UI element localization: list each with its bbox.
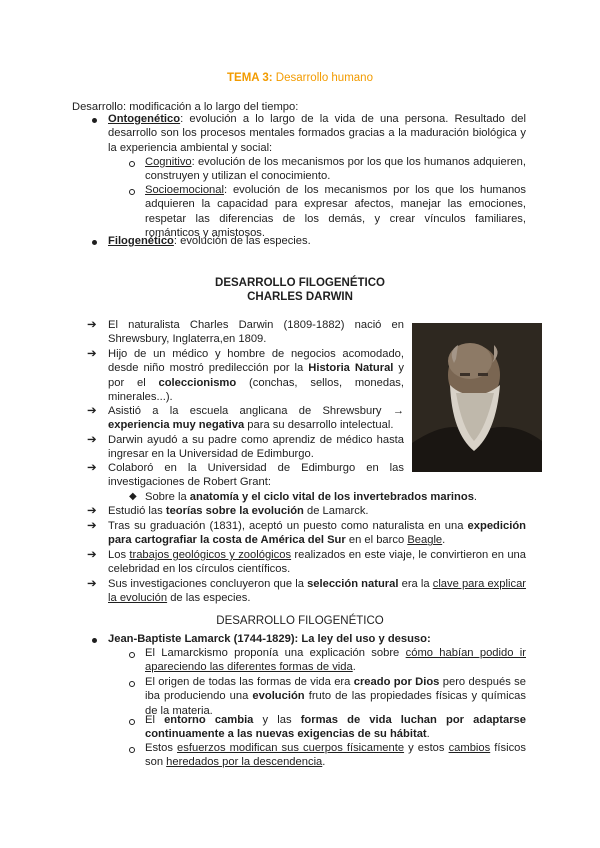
bullet-icon xyxy=(92,240,97,245)
section-heading-2: DESARROLLO FILOGENÉTICO xyxy=(216,615,384,627)
right-arrow-icon: ➔ xyxy=(87,405,97,417)
sub-bullet-icon xyxy=(129,719,135,725)
darwin-item-6: Estudió las teorías sobre la evolución de Lamarck. xyxy=(108,505,369,517)
bullet-icon xyxy=(92,118,97,123)
cognitivo-item: Cognitivo: evolución de los mecanismos por los que los humanos adquieren, construyen y utilizan el conocimiento. xyxy=(145,156,526,183)
right-arrow-icon: ➔ xyxy=(87,434,97,446)
right-arrow-icon: ➔ xyxy=(87,348,97,360)
intro-line: Desarrollo: modificación a lo largo del tiempo: xyxy=(72,101,299,113)
right-arrow-icon: ➔ xyxy=(87,549,97,561)
lamarck-item-1: El Lamarckismo proponía una explicación sobre cómo habían podido ir apareciendo las diferentes formas de vida. xyxy=(145,647,526,674)
darwin-item-9: Sus investigaciones concluyeron que la selección natural era la clave para explicar la evolución de las especies. xyxy=(108,578,527,605)
socioemocional-item: Socioemocional: evolución de los mecanismos por los que los humanos adquieren la capacidad para expresar afectos, manejar las emociones, respetar las diferencias de los demás, y crear vínculos familiares, románticos y amistosos. xyxy=(145,184,526,239)
darwin-item-7: Tras su graduación (1831), aceptó un puesto como naturalista en una expedición para cartografiar la costa de América del Sur en el barco Beagle. xyxy=(108,520,526,547)
lamarck-item-2: El origen de todas las formas de vida era creado por Dios pero después se iba produciendo una evolución fruto de las propiedades físicas y químicas de la materia. xyxy=(145,676,526,717)
darwin-item-8: Los trabajos geológicos y zoológicos realizados en este viaje, le convirtieron en una celebridad en los círculos científicos. xyxy=(108,549,526,576)
sub-bullet-icon xyxy=(129,747,135,753)
portrait-illustration xyxy=(412,323,542,472)
darwin-subitem: Sobre la anatomía y el ciclo vital de los invertebrados marinos. xyxy=(145,491,478,503)
sub-bullet-icon xyxy=(129,681,135,687)
darwin-item-1: El naturalista Charles Darwin (1809-1882) nació en Shrewsbury, Inglaterra,en 1809. xyxy=(108,319,404,346)
bullet-icon xyxy=(92,638,97,643)
right-arrow-icon: ➔ xyxy=(87,520,97,532)
right-arrow-icon: ➔ xyxy=(87,462,97,474)
section-heading: DESARROLLO FILOGENÉTICO xyxy=(215,277,385,289)
filogenetico-item: Filogenético: evolución de las especies. xyxy=(108,235,311,247)
lamarck-item-3: El entorno cambia y las formas de vida luchan por adaptarse continuamente a las nuevas exigencias de su hábitat. xyxy=(145,714,526,741)
right-arrow-icon: ➔ xyxy=(87,319,97,331)
diamond-icon: ◆ xyxy=(129,491,137,502)
sub-bullet-icon xyxy=(129,189,135,195)
darwin-item-4: Darwin ayudó a su padre como aprendiz de médico hasta ingresar en la Universidad de Edimburgo. xyxy=(108,434,404,461)
section-subheading: CHARLES DARWIN xyxy=(247,291,353,303)
ontogenetico-item: Ontogenético: evolución a lo largo de la vida de una persona. Resultado del desarrollo son los procesos mentales formados gracias a la maduración biológica y la experiencia ambiental y social: xyxy=(108,113,526,154)
darwin-item-5: Colaboró en la Universidad de Edimburgo en las investigaciones de Robert Grant: xyxy=(108,462,404,489)
right-arrow-icon: ➔ xyxy=(87,578,97,590)
lamarck-heading: Jean-Baptiste Lamarck (1744-1829): La ley del uso y desuso: xyxy=(108,633,431,645)
darwin-portrait xyxy=(412,323,542,472)
right-arrow-icon: ➔ xyxy=(87,505,97,517)
document-title: TEMA 3: Desarrollo humano xyxy=(227,72,373,84)
darwin-item-3: Asistió a la escuela anglicana de Shrewsbury → experiencia muy negativa para su desarrollo intelectual. xyxy=(108,405,404,432)
sub-bullet-icon xyxy=(129,652,135,658)
lamarck-item-4: Estos esfuerzos modifican sus cuerpos físicamente y estos cambios físicos son heredados por la descendencia. xyxy=(145,742,526,769)
sub-bullet-icon xyxy=(129,161,135,167)
darwin-item-2: Hijo de un médico y hombre de negocios acomodado, desde niño mostró predilección por la Historia Natural y por el coleccionismo (conchas, sellos, monedas, minerales...). xyxy=(108,348,404,403)
